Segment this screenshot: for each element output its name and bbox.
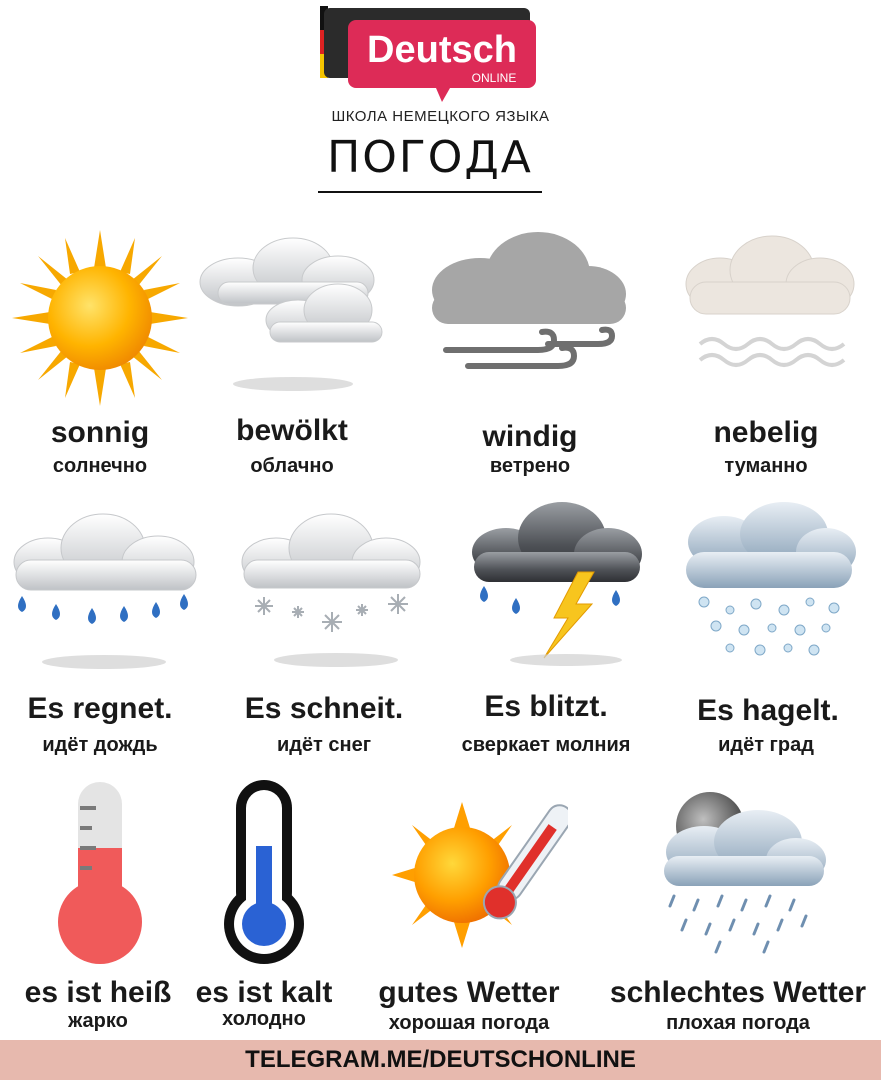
word-de: nebelig [713,416,819,449]
word-ru: облачно [250,455,334,477]
word-de: Es regnet. [27,692,173,725]
word-ru: солнечно [52,455,148,477]
lightning-icon [466,500,646,670]
logo-sub-text: ONLINE [471,71,517,85]
word-de: gutes Wetter [378,976,560,1009]
sun-thermometer-icon [392,798,568,954]
word-ru: туманно [724,455,808,477]
word-ru: идёт дождь [42,734,158,756]
hot-thermometer-icon [52,778,148,964]
page-title: ПОГОДА [327,132,533,183]
word-ru: плохая погода [666,1012,810,1034]
word-de: Es hagelt. [697,694,839,727]
logo-main-text: Deutsch [367,29,517,71]
hail-icon [680,500,860,665]
word-ru: жарко [68,1010,128,1032]
telegram-link[interactable]: TELEGRAM.ME/DEUTSCHONLINE [245,1046,636,1073]
word-de: es ist kalt [195,976,333,1009]
deutsch-online-logo [318,6,540,104]
title-underline [318,191,542,193]
sun-icon [10,228,190,408]
word-ru: холодно [222,1008,306,1030]
word-de: schlechtes Wetter [609,976,867,1009]
school-subtitle: ШКОЛА НЕМЕЦКОГО ЯЗЫКА [331,108,550,125]
rain-icon [8,510,200,675]
word-ru: идёт снег [276,734,372,756]
word-de: windig [482,420,578,453]
cold-thermometer-icon [218,776,310,966]
word-ru: хорошая погода [388,1012,550,1034]
fog-icon [680,232,860,382]
word-ru: ветрено [489,455,571,477]
word-ru: сверкает молния [461,734,631,756]
word-ru: идёт град [718,734,814,756]
night-rain-icon [650,788,830,958]
snow-icon [236,510,426,670]
word-de: Es blitzt. [484,690,608,723]
word-de: es ist heiß [24,976,172,1009]
word-de: bewölkt [236,414,348,447]
word-de: Es schneit. [244,692,404,725]
word-de: sonnig [50,416,150,449]
wind-cloud-icon [428,232,628,392]
clouds-icon [198,232,388,397]
